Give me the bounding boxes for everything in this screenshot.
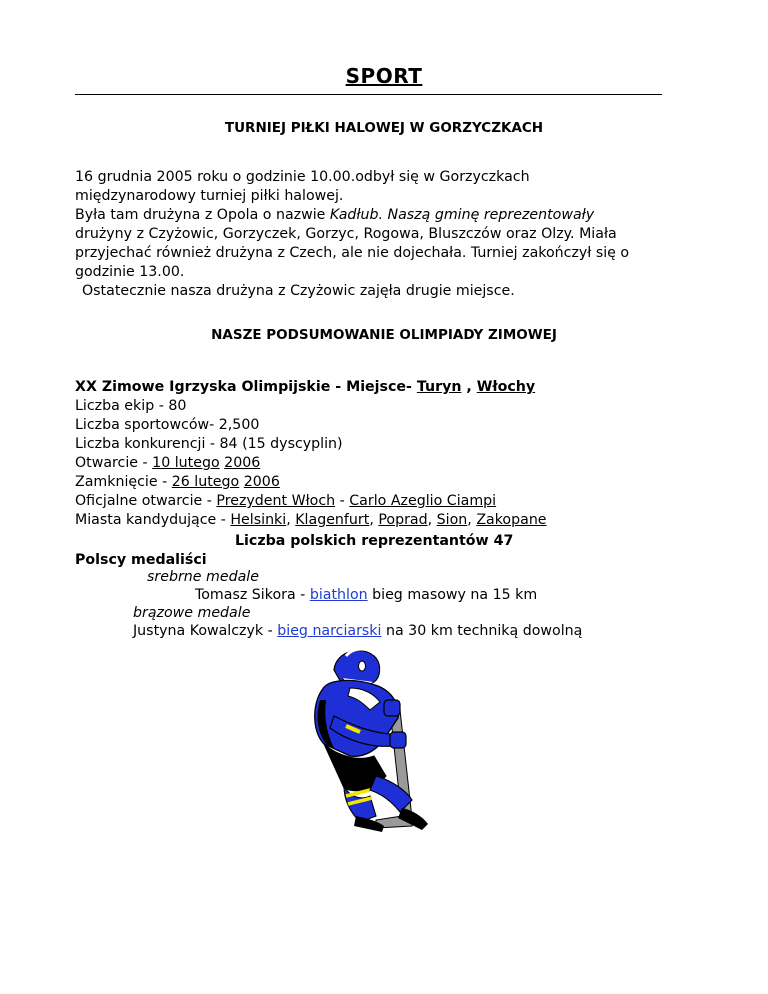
article1-line: 16 grudnia 2005 roku o godzinie 10.00.odbył się w Gorzyczkach xyxy=(75,169,530,185)
bronze-name: Justyna Kowalczyk - xyxy=(133,623,278,639)
biathlon-link[interactable]: biathlon xyxy=(309,587,368,603)
official-dash: - xyxy=(335,493,350,509)
silver-label: srebrne medale xyxy=(147,569,259,585)
article1-line: godzinie 13.00. xyxy=(75,264,185,280)
article1-line xyxy=(75,206,695,225)
article1-line: międzynarodowy turniej piłki halowej. xyxy=(75,188,344,204)
president-link[interactable]: Prezydent Włoch xyxy=(216,493,336,509)
opening-year-link[interactable]: 2006 xyxy=(224,455,261,471)
events-line: Liczba konkurencji - 84 (15 dyscyplin) xyxy=(75,436,343,452)
official-label: Oficjalne otwarcie - xyxy=(75,493,217,509)
games-label: XX Zimowe Igrzyska Olimpijskie - Miejsce- xyxy=(75,379,417,395)
games-sep: , xyxy=(461,379,477,395)
country-link[interactable]: Włochy xyxy=(476,379,536,395)
opening-label: Otwarcie - xyxy=(75,455,153,471)
games-line xyxy=(75,378,695,397)
candidate-link-zakopane[interactable]: Zakopane xyxy=(476,512,547,528)
olympics-facts xyxy=(75,378,695,530)
article1-line: drużyny z Czyżowic, Gorzyczek, Gorzyc, Rogowa, Bluszczów oraz Olzy. Miała xyxy=(75,226,617,242)
polish-reps: Liczba polskich reprezentantów 47 xyxy=(235,533,514,549)
candidate-link-poprad[interactable]: Poprad xyxy=(378,512,428,528)
candidate-link-sion[interactable]: Sion xyxy=(436,512,468,528)
athletes-line: Liczba sportowców- 2,500 xyxy=(75,417,260,433)
closing-year-link[interactable]: 2006 xyxy=(243,474,280,490)
closing-date-link[interactable]: 26 lutego xyxy=(171,474,240,490)
official-opening-line xyxy=(75,492,695,511)
page-title: SPORT xyxy=(345,64,423,88)
silver-medalist xyxy=(195,586,537,605)
article1-line-text: Była tam drużyna z Opola o nazwie xyxy=(75,207,330,223)
ski-run-link[interactable]: bieg narciarski xyxy=(277,623,382,639)
teams-line: Liczba ekip - 80 xyxy=(75,398,187,414)
closing-label: Zamknięcie - xyxy=(75,474,172,490)
candidate-link-klagenfurt[interactable]: Klagenfurt xyxy=(295,512,370,528)
bronze-label: brązowe medale xyxy=(133,605,251,621)
bronze-medalist xyxy=(133,622,582,641)
candidates-line: Miasta kandydujące - Helsinki, Klagenfurt, Poprad, Sion, Zakopane xyxy=(75,512,547,528)
city-link[interactable]: Turyn xyxy=(416,379,462,395)
opening-line xyxy=(75,454,695,473)
article1-line-italic: Kadłub. Naszą gminę reprezentowały xyxy=(329,207,595,223)
ciampi-link[interactable]: Carlo Azeglio Ciampi xyxy=(349,493,497,509)
opening-date-link[interactable]: 10 lutego xyxy=(152,455,220,471)
article1-heading: TURNIEJ PIŁKI HALOWEJ W GORZYCZKACH xyxy=(224,120,544,136)
silver-name: Tomasz Sikora - xyxy=(195,587,310,603)
article1-line: Ostatecznie nasza drużyna z Czyżowic zajęła drugie miejsce. xyxy=(82,283,515,299)
hockey-player-icon xyxy=(290,640,460,840)
medalists-heading: Polscy medaliści xyxy=(75,552,207,568)
title-divider xyxy=(75,94,662,95)
candidates-label: Miasta kandydujące - xyxy=(75,512,231,528)
bronze-event: na 30 km techniką dowolną xyxy=(381,623,583,639)
closing-line xyxy=(75,473,695,492)
candidate-link-helsinki[interactable]: Helsinki xyxy=(230,512,287,528)
silver-event: bieg masowy na 15 km xyxy=(367,587,538,603)
article2-heading: NASZE PODSUMOWANIE OLIMPIADY ZIMOWEJ xyxy=(211,327,557,343)
article1-body xyxy=(75,168,695,301)
article1-line: przyjechać również drużyna z Czech, ale nie dojechała. Turniej zakończył się o xyxy=(75,245,630,261)
